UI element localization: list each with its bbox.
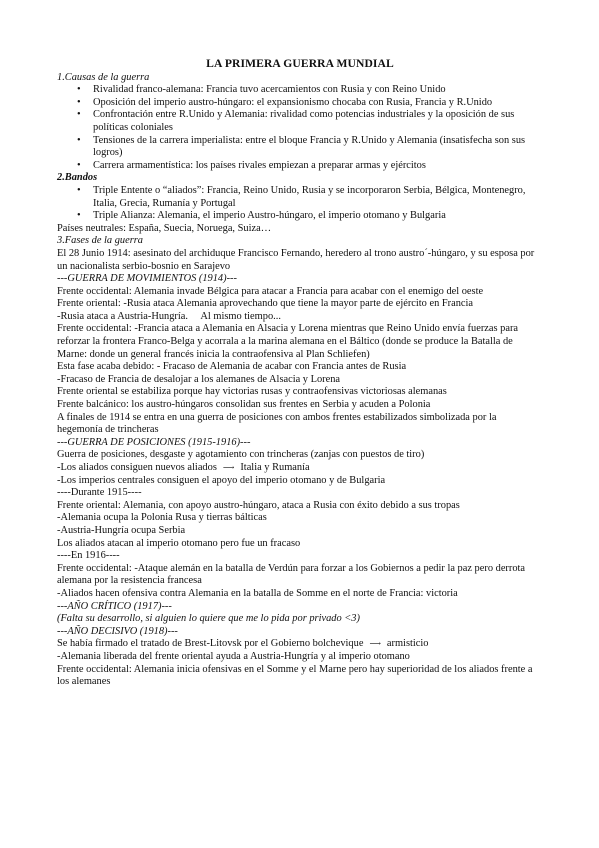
paragraph: -Alemania liberada del frente oriental ayuda a Austria-Hungría y al imperio otomano <box>57 650 410 662</box>
critical-note: (Falta su desarrollo, si alguien lo quiere que me lo pida por privado <3) <box>57 613 360 625</box>
neutral-countries: Países neutrales: España, Suecia, Noruega, Suiza… <box>57 222 272 234</box>
paragraph: -Aliados hacen ofensiva contra Alemania en la batalla de Somme en el norte de Francia: victoria <box>57 587 458 599</box>
paragraph: Frente balcánico: los austro-húngaros consolidan sus frentes en Serbia y acuden a Polonia <box>57 399 431 411</box>
paragraph: Esta fase acaba debido: - Fracaso de Alemania de acabar con Francia antes de Rusia <box>57 361 407 373</box>
paragraph: Frente occidental: -Ataque alemán en la batalla de Verdún para forzar a los Gobiernos a pedir la paz pero derrota alemana por la resistencia francesa <box>57 562 526 587</box>
paragraph-text: -Los aliados consiguen nuevos aliados <box>57 462 217 473</box>
paragraph: Frente occidental: Alemania inicia ofensivas en el Somme y el Marne pero hay superioridad de los aliados frente a los alemanes <box>57 663 533 688</box>
document-body <box>57 58 543 689</box>
list-item: • Rivalidad franco-alemana: Francia tuvo acercamientos con Rusia y con Reino Unido <box>93 84 543 97</box>
paragraph-text: Italia y Rumanía <box>240 462 310 473</box>
right-arrow-icon: ⟶ <box>369 639 381 649</box>
paragraph <box>57 462 543 475</box>
paragraph <box>57 638 543 651</box>
document-title: LA PRIMERA GUERRA MUNDIAL <box>206 57 394 70</box>
right-arrow-icon: ⟶ <box>222 463 235 472</box>
paragraph: -Austria-Hungría ocupa Serbia <box>57 524 186 536</box>
paragraph: Frente occidental: -Francia ataca a Alemania en Alsacia y Lorena mientras que Reino Unido envía fuerzas para reforzar la frontera Franco-Belga y acorrala a la marina alemana en el Báltico (donde se produce la Batalla de Marne: donde un general francés inicia la contraofensiva al Plan Schliefen) <box>57 323 519 360</box>
paragraph-text: armisticio <box>386 638 429 650</box>
paragraph: Guerra de posiciones, desgaste y agotamiento con trincheras (zanjas con puestos de tiro) <box>57 449 425 461</box>
list-item: • Confrontación entre R.Unido y Alemania: rivalidad como potencias industriales y la oposición de sus políticas coloniales <box>93 109 543 134</box>
section-heading-sides: 2.Bandos <box>57 172 98 184</box>
subheading-1915: ----Durante 1915---- <box>57 487 142 499</box>
paragraph: Frente oriental se estabiliza porque hay victorias rusas y contraofensivas victoriosas alemanas <box>57 386 447 398</box>
section-heading-causes: 1.Causas de la guerra <box>57 71 150 83</box>
sides-list <box>57 185 543 223</box>
paragraph: -Los imperios centrales consiguen el apoyo del imperio otomano y de Bulgaria <box>57 474 386 486</box>
paragraph: A finales de 1914 se entra en una guerra de posiciones con ambos frentes estabilizados simbolizada por la hegemonía de trincheras <box>57 411 497 436</box>
list-item: • Carrera armamentística: los países rivales empiezan a preparar armas y ejércitos <box>93 160 543 173</box>
causes-list <box>57 84 543 172</box>
subheading-1916: ----En 1916---- <box>57 550 120 562</box>
paragraph: Frente occidental: Alemania invade Bélgica para atacar a Francia para acabar con el enemigo del oeste <box>57 285 484 297</box>
section-heading-phases: 3.Fases de la guerra <box>57 235 144 247</box>
paragraph: Frente oriental: Alemania, con apoyo austro-húngaro, ataca a Rusia con éxito debido a sus tropas <box>57 499 460 511</box>
subheading-decisive-year: ---AÑO DECISIVO (1918)--- <box>57 625 178 637</box>
paragraph: Frente oriental: -Rusia ataca Alemania aprovechando que tiene la mayor parte de ejército en Francia <box>57 298 474 310</box>
subheading-movements: ---GUERRA DE MOVIMIENTOS (1914)--- <box>57 273 237 285</box>
paragraph: -Fracaso de Francia de desalojar a los alemanes de Alsacia y Lorena <box>57 373 341 385</box>
list-item: • Triple Alianza: Alemania, el imperio Austro-húngaro, el imperio otomano y Bulgaria <box>93 210 543 223</box>
subheading-positions: ---GUERRA DE POSICIONES (1915-1916)--- <box>57 436 251 448</box>
paragraph: -Rusia ataca a Austria-Hungría. Al mismo tiempo... <box>57 310 281 322</box>
paragraph: El 28 Junio 1914: asesinato del archiduque Francisco Fernando, heredero al trono austro´-húngaro, y su esposa por un nacionalista serbio-bosnio en Sarajevo <box>57 247 535 272</box>
list-item: • Triple Entente o “aliados”: Francia, Reino Unido, Rusia y se incorporaron Serbia, Bélgica, Montenegro, Italia, Grecia, Rumanía y Portugal <box>93 185 543 210</box>
list-item: • Oposición del imperio austro-húngaro: el expansionismo chocaba con Rusia, Francia y R.Unido <box>93 97 543 110</box>
paragraph: -Alemania ocupa la Polonia Rusa y tierras bálticas <box>57 512 267 524</box>
paragraph-text: Se había firmado el tratado de Brest-Litovsk por el Gobierno bolchevique <box>57 638 364 650</box>
subheading-critical-year: ---AÑO CRÍTICO (1917)--- <box>57 600 172 612</box>
paragraph: Los aliados atacan al imperio otomano pero fue un fracaso <box>57 537 301 549</box>
list-item: • Tensiones de la carrera imperialista: entre el bloque Francia y R.Unido y Alemania (insatisfecha son sus logros) <box>93 135 543 160</box>
